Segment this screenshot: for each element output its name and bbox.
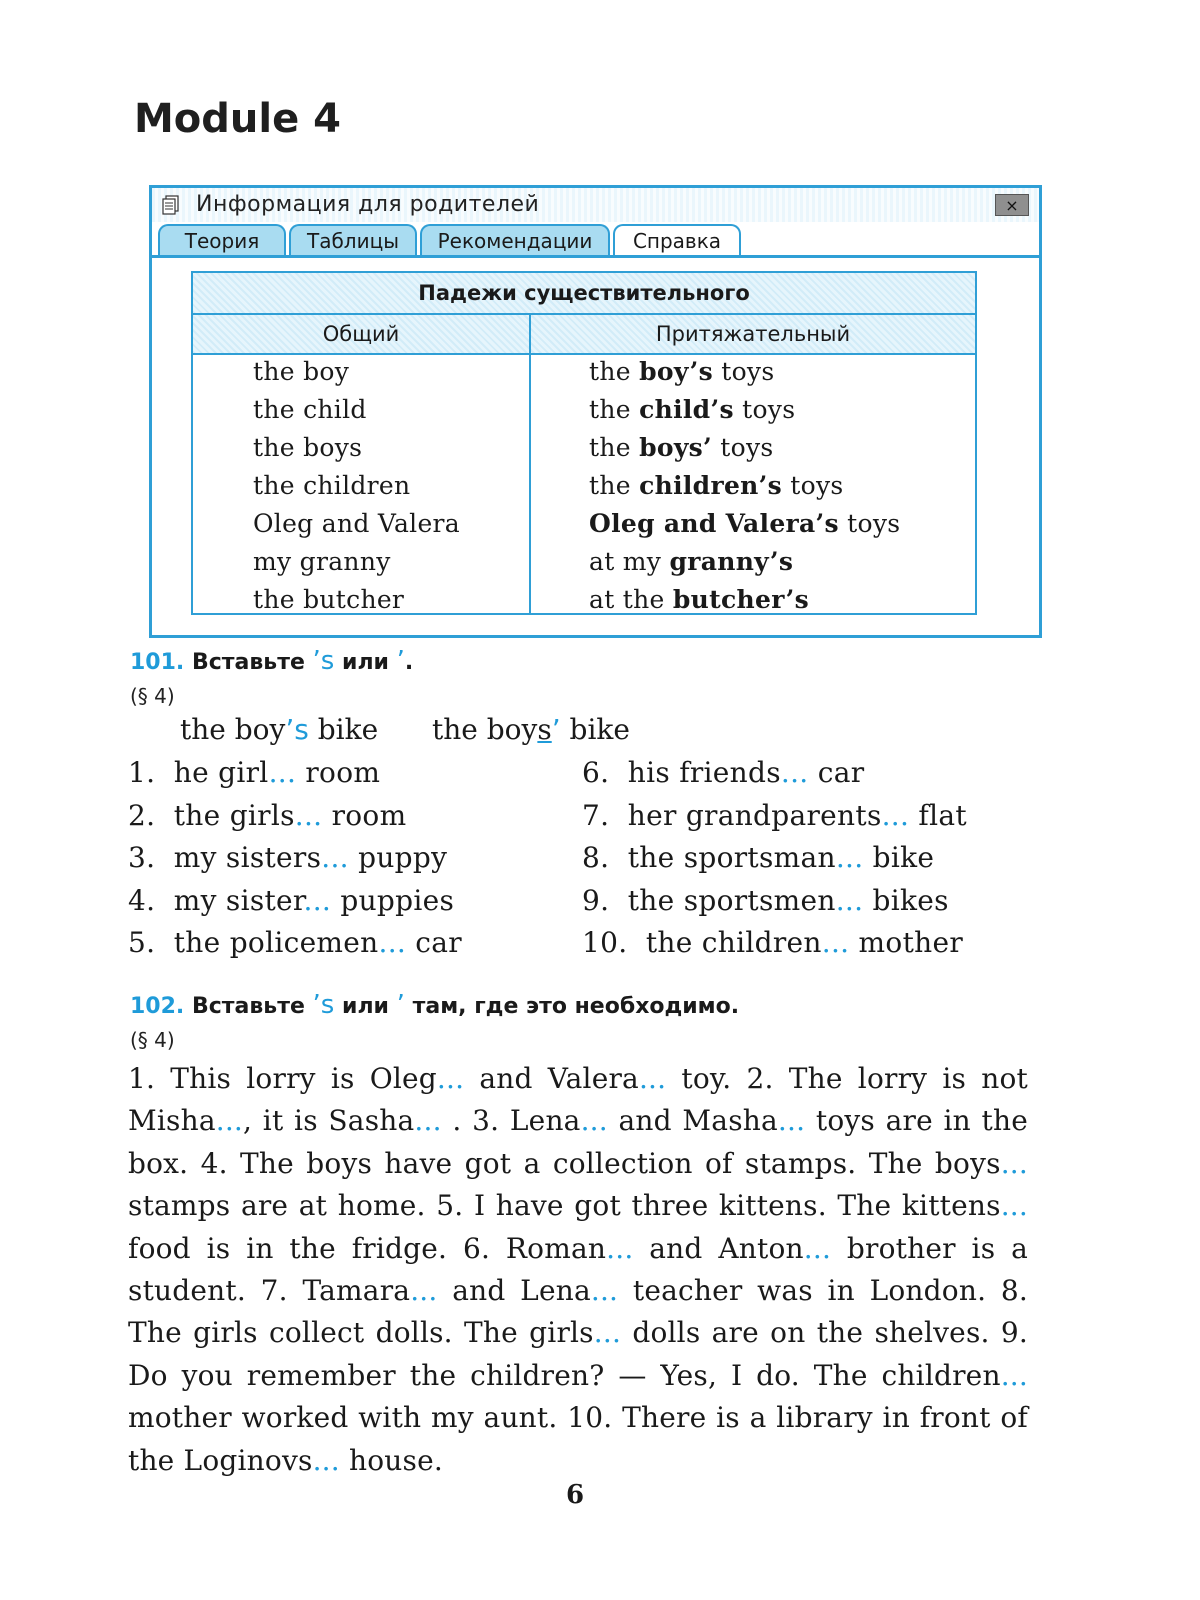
possessive-cell: the boy’s toys: [589, 357, 775, 386]
general-cell: the boys: [253, 433, 363, 462]
list-item: 1. he girl... room: [128, 756, 381, 789]
exercise-number: 101.: [130, 650, 185, 675]
blank-dots: ...: [1000, 1189, 1028, 1223]
text-segment: house.: [339, 1443, 443, 1477]
tab-bar: [158, 224, 1038, 258]
page-number: 6: [566, 1480, 585, 1510]
text-segment: and Lena: [437, 1274, 591, 1308]
close-icon: ×: [1005, 195, 1019, 215]
general-column: [253, 353, 460, 619]
general-cell: the boy: [253, 357, 350, 386]
exercise-101-heading: 101. Вставьте ’s или ’.: [130, 646, 414, 676]
blank-dots: ...: [803, 1231, 832, 1265]
header-general: Общий: [322, 322, 400, 346]
blank-dots: ...: [593, 1316, 622, 1350]
list-item: 8. the sportsman... bike: [582, 841, 935, 874]
general-cell: the child: [253, 395, 367, 424]
window-title: Информация для родителей: [196, 192, 540, 217]
list-item: 4. my sister... puppies: [128, 884, 455, 917]
table-header-row: [193, 315, 975, 355]
window-titlebar: [152, 188, 1039, 222]
general-cell: the butcher: [253, 585, 405, 614]
list-item: 5. the policemen... car: [128, 926, 462, 959]
blank-dots: ...: [312, 1443, 340, 1477]
list-item: 2. the girls... room: [128, 799, 407, 832]
possessive-cell: the boys’ toys: [589, 433, 774, 462]
general-cell: Oleg and Valera: [253, 509, 461, 538]
tab-theory[interactable]: Теория: [158, 224, 286, 256]
text-segment: food is in the fridge. 6. Roman: [128, 1231, 607, 1265]
list-item: 9. the sportsmen... bikes: [582, 884, 949, 917]
general-cell: my granny: [253, 547, 391, 576]
list-item: 6. his friends... car: [582, 756, 865, 789]
blank-dots: ...: [436, 1062, 465, 1095]
close-button[interactable]: [995, 194, 1029, 216]
blank-dots: ...: [590, 1274, 619, 1308]
blank-dots: ...: [1000, 1146, 1028, 1180]
possessive-cell: Oleg and Valera’s toys: [589, 509, 901, 538]
text-segment: toys are in the box. 4. The boys have got a collection of stamps. The boys: [128, 1104, 1028, 1180]
text-segment: toy. 2. The lorry is not Misha: [128, 1062, 1028, 1138]
text-segment: dolls are on the shelves. 9. Do you remember the children? — Yes, I do. The children: [128, 1316, 1028, 1392]
text-segment: and Masha: [607, 1104, 778, 1138]
info-window: [149, 185, 1042, 638]
text-segment: brother is a student. 7. Tamara: [128, 1231, 1028, 1308]
list-item: 7. her grandparents... flat: [582, 799, 967, 832]
column-divider: [529, 315, 531, 613]
text-segment: 1. This lorry is Oleg: [128, 1062, 437, 1095]
text-segment: , it is Sasha: [243, 1104, 415, 1138]
list-item: 3. my sisters... puppy: [128, 841, 448, 874]
blank-dots: ...: [414, 1104, 442, 1138]
general-cell: the children: [253, 471, 411, 500]
blank-dots: ...: [215, 1104, 244, 1138]
list-item: 10. the children... mother: [582, 926, 964, 959]
possessive-cell: at my granny’s: [589, 547, 794, 576]
module-title: Module 4: [134, 96, 341, 142]
tab-tables[interactable]: Таблицы: [289, 224, 417, 256]
tab-divider: [152, 255, 1039, 258]
tab-recommendations[interactable]: Рекомендации: [420, 224, 610, 256]
exercise-102-heading: 102. Вставьте ’s или ’ там, где это необходимо.: [130, 990, 740, 1020]
exercise-101-example: the boy’s bike the boys’ bike: [180, 713, 630, 746]
text-segment: teacher was in London. 8. The girls collect dolls. The girls: [128, 1274, 1029, 1350]
exercise-number: 102.: [130, 994, 185, 1019]
document-icon: [162, 195, 180, 215]
table-title: Падежи существительного: [193, 273, 975, 315]
possessive-column: [589, 353, 900, 619]
blank-dots: ...: [638, 1062, 667, 1095]
possessive-cell: the child’s toys: [589, 395, 796, 424]
tab-reference[interactable]: Справка: [613, 224, 741, 256]
blank-dots: ...: [606, 1231, 634, 1265]
text-segment: and Anton: [633, 1231, 804, 1265]
text-segment: . 3. Lena: [441, 1104, 581, 1138]
paragraph-reference: (§ 4): [130, 684, 175, 708]
paragraph-reference: (§ 4): [130, 1028, 175, 1052]
blank-dots: ...: [410, 1274, 438, 1308]
header-possessive: Притяжательный: [655, 322, 851, 346]
blank-dots: ...: [777, 1104, 806, 1138]
text-segment: mother worked with my aunt. 10. There is a library in front of the Loginovs: [128, 1401, 1028, 1477]
blank-dots: ...: [580, 1104, 608, 1138]
noun-cases-table: [191, 271, 977, 615]
possessive-cell: the children’s toys: [589, 471, 844, 500]
exercise-102-text: [128, 1058, 1028, 1482]
text-segment: and Valera: [464, 1062, 639, 1095]
possessive-cell: at the butcher’s: [589, 585, 809, 614]
text-segment: stamps are at home. 5. I have got three kittens. The kittens: [128, 1189, 1001, 1223]
blank-dots: ...: [1000, 1358, 1028, 1392]
